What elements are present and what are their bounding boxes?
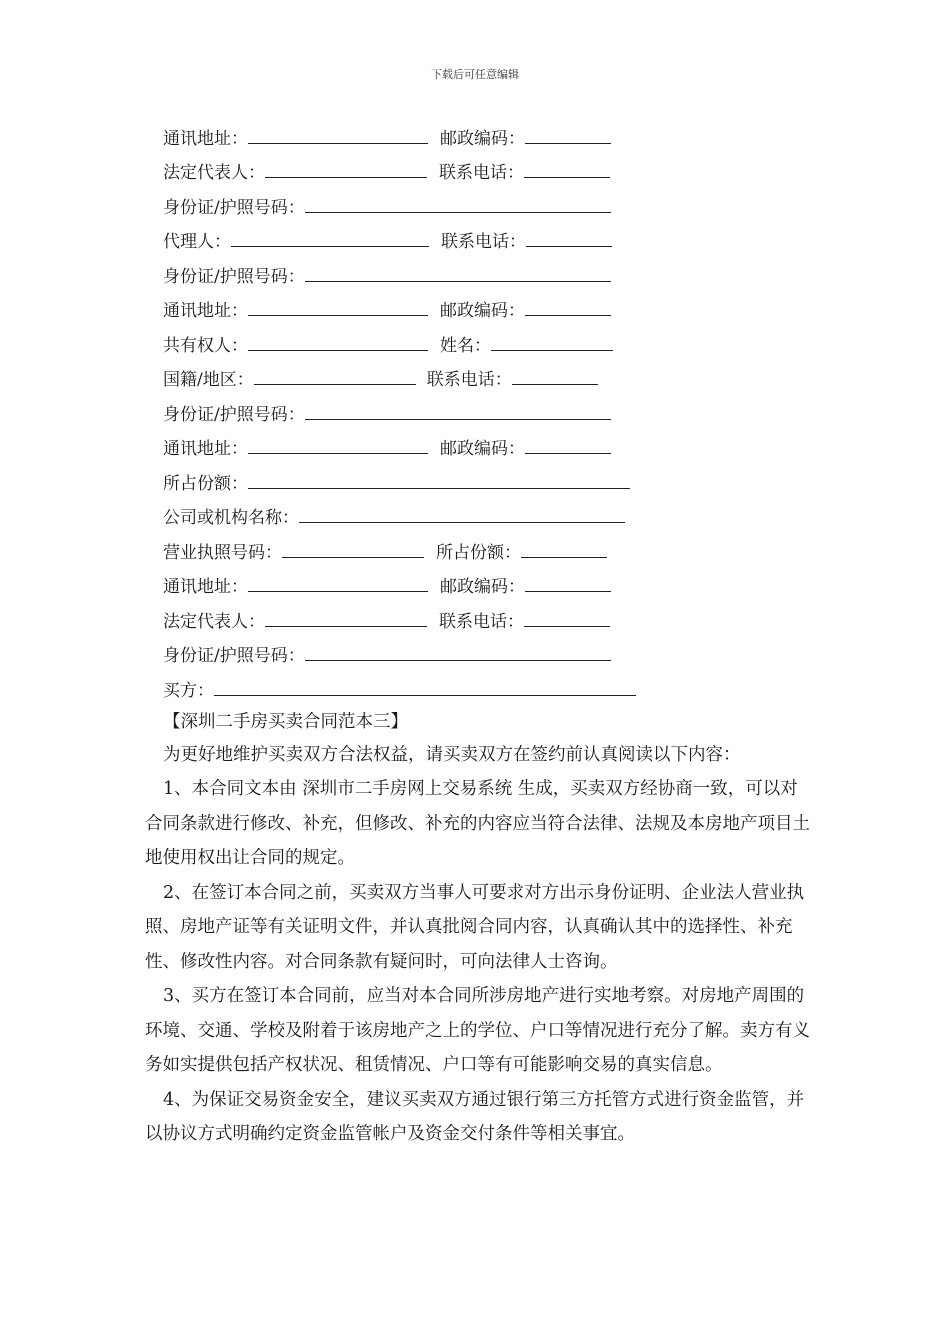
blank-line [282, 556, 424, 558]
form-row-buyer [163, 677, 636, 701]
blank-line [248, 590, 428, 592]
field-label: 联系电话： [439, 612, 524, 632]
blank-line [524, 176, 610, 178]
blank-line [248, 487, 630, 489]
note-item-3: 3、买方在签订本合同前，应当对本合同所涉房地产进行实地考察。对房地产周围的环境、交通、学校及附着于该房地产之上的学位、户口等情况进行充分了解。卖方有义务如实提供包括产权状况、租赁情况、户口等有可能影响交易的真实信息。 [145, 986, 810, 1075]
blank-line [248, 452, 428, 454]
field-label: 联系电话： [441, 232, 526, 252]
field-label: 通讯地址： [163, 439, 248, 459]
form-row-id-number [163, 263, 611, 287]
contract-notes [145, 706, 810, 1152]
note-item-4: 4、为保证交易资金安全，建议买卖双方通过银行第三方托管方式进行资金监管，并以协议方式明确约定资金监管帐户及资金交付条件等相关事宜。 [145, 1089, 805, 1144]
field-label: 联系电话： [439, 163, 524, 183]
blank-line [305, 280, 611, 282]
blank-line [525, 590, 611, 592]
form-row-mailing-address [163, 435, 611, 459]
field-label: 身份证/护照号码： [163, 198, 305, 218]
blank-line [524, 625, 610, 627]
blank-line [231, 245, 429, 247]
field-label: 身份证/护照号码： [163, 646, 305, 666]
blank-line [525, 314, 611, 316]
field-label: 共有权人： [163, 336, 248, 356]
blank-line [526, 245, 612, 247]
blank-line [248, 349, 428, 351]
blank-line [512, 383, 598, 385]
form-row-legal-rep [163, 608, 610, 632]
field-label: 邮政编码： [440, 439, 525, 459]
form-row-id-number [163, 401, 611, 425]
field-label: 联系电话： [426, 370, 512, 390]
note-item-1: 1、本合同文本由 深圳市二手房网上交易系统 生成，买卖双方经协商一致，可以对合同条款进行修改、补充，但修改、补充的内容应当符合法律、法规及本房地产项目土地使用权出让合同的规定。 [145, 779, 810, 868]
form-row-company-name [163, 504, 625, 528]
form-row-co-owner [163, 332, 613, 356]
form-row-legal-rep [163, 159, 610, 183]
field-label: 邮政编码： [440, 301, 525, 321]
form-row-mailing-address [163, 125, 611, 149]
field-label: 营业执照号码： [163, 543, 282, 563]
blank-line [525, 142, 611, 144]
field-label: 姓名： [440, 336, 491, 356]
blank-line [214, 694, 636, 696]
field-label: 买方： [163, 681, 214, 701]
field-label: 邮政编码： [440, 577, 525, 597]
blank-line [525, 452, 611, 454]
form-row-id-number [163, 194, 611, 218]
form-row-share [163, 470, 630, 494]
field-label: 通讯地址： [163, 577, 248, 597]
blank-line [265, 625, 427, 627]
blank-line [491, 349, 613, 351]
field-label: 法定代表人： [163, 163, 265, 183]
form-row-mailing-address [163, 573, 611, 597]
blank-line [248, 142, 428, 144]
intro-paragraph: 为更好地维护买卖双方合法权益，请买卖双方在签约前认真阅读以下内容： [163, 745, 741, 765]
field-label: 邮政编码： [440, 129, 525, 149]
form-row-id-number [163, 642, 611, 666]
field-label: 身份证/护照号码： [163, 267, 305, 287]
note-item-2: 2、在签订本合同之前，买卖双方当事人可要求对方出示身份证明、企业法人营业执照、房地产证等有关证明文件，并认真批阅合同内容，认真确认其中的选择性、补充性、修改性内容。对合同条款有疑问时，可向法律人士咨询。 [145, 882, 805, 972]
field-label: 公司或机构名称： [163, 508, 299, 528]
blank-line [305, 418, 611, 420]
form-row-agent [163, 228, 612, 252]
blank-line [265, 176, 427, 178]
field-label: 国籍/地区： [163, 370, 254, 390]
field-label: 通讯地址： [163, 301, 248, 321]
field-label: 身份证/护照号码： [163, 405, 305, 425]
blank-line [299, 521, 625, 523]
blank-line [305, 211, 611, 213]
blank-line [305, 659, 611, 661]
field-label: 法定代表人： [163, 612, 265, 632]
form-row-mailing-address [163, 297, 611, 321]
field-label: 所占份额： [436, 543, 521, 563]
section-title: 【深圳二手房买卖合同范本三】 [163, 712, 408, 732]
blank-line [254, 383, 416, 385]
page-header: 下载后可任意编辑 [431, 68, 519, 81]
form-row-business-license [163, 539, 607, 563]
blank-line [521, 556, 607, 558]
field-label: 所占份额： [163, 474, 248, 494]
blank-line [248, 314, 428, 316]
form-row-nationality [163, 366, 598, 390]
field-label: 代理人： [163, 232, 231, 252]
field-label: 通讯地址： [163, 129, 248, 149]
